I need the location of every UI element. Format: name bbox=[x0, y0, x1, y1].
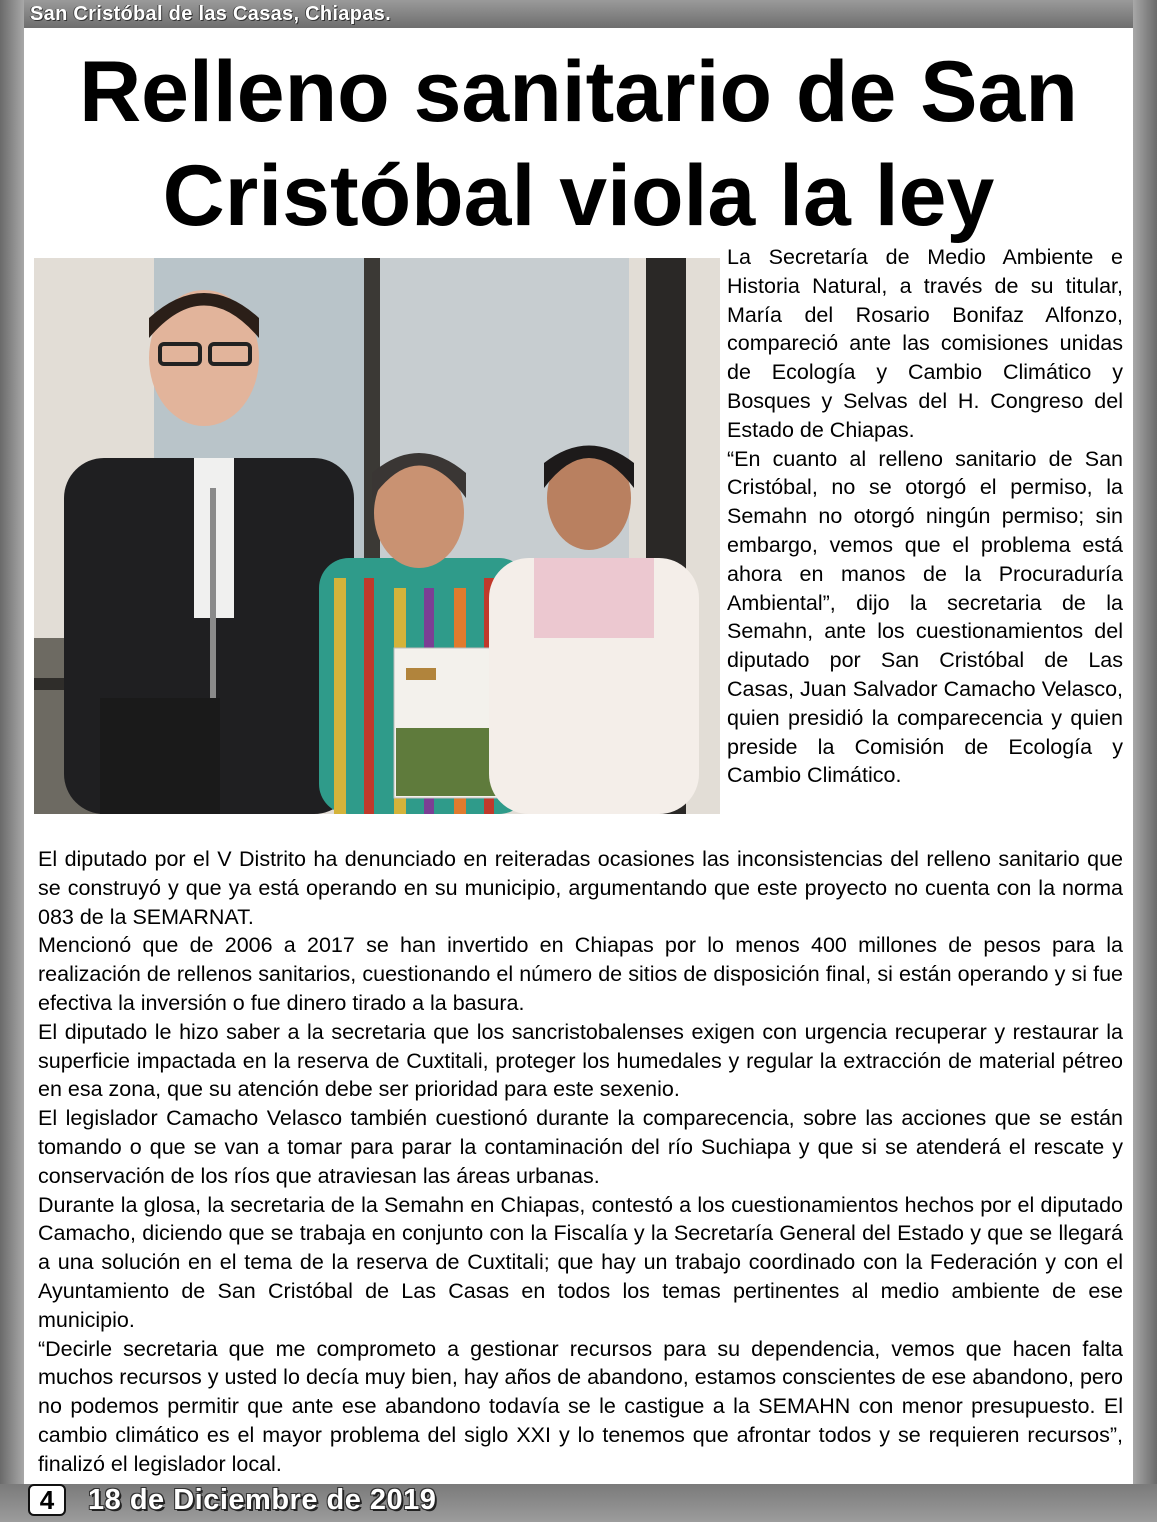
paragraph: “Decirle secretaria que me comprometo a gestionar recursos para su dependencia, vemos que hacen falta muchos recursos y usted lo decía muy bien, hay años de abandono, estamos conscientes de ese abandono, pero no podemos permitir que ante ese abandono todavía se le castigue a la SEMAHN con menor presupuesto. El cambio climático es el mayor problema del siglo XXI y lo tenemos que afrontar todos y se requieren recursos”, finalizó el legislador local. bbox=[38, 1336, 1123, 1476]
paragraph: El diputado le hizo saber a la secretaria que los sancristobalenses exigen con urgencia recuperar y restaurar la superficie impactada en la reserva de Cuxtitali, proteger los humedales y regular la extracción de material pétreo en esa zona, que su atención debe ser prioridad para este sexenio. bbox=[38, 1019, 1123, 1102]
location-kicker: San Cristóbal de las Casas, Chiapas. bbox=[30, 3, 391, 25]
paragraph: El diputado por el V Distrito ha denunciado en reiteradas ocasiones las inconsistencias del relleno sanitario que se construyó y que ya está operando en su municipio, argumentando que este proyecto no cuenta con la norma 083 de la SEMARNAT. bbox=[38, 847, 1123, 929]
article-photo bbox=[34, 258, 720, 814]
headline: Relleno sanitario de San Cristóbal viola la ley bbox=[79, 44, 1078, 244]
page-number: 4 bbox=[28, 1484, 66, 1516]
paragraph: La Secretaría de Medio Ambiente e Historia Natural, a través de su titular, María del Rosario Bonifaz Alfonzo, compareció ante las comisiones unidas de Ecología y Cambio Climático y Bosques y Selvas del H. Congreso del Estado de Chiapas. bbox=[727, 245, 1123, 442]
paragraph: Mencionó que de 2006 a 2017 se han invertido en Chiapas por lo menos 400 millones de pesos para la realización de rellenos sanitarios, cuestionando el número de sitios de disposición final, si están operando y si fue efectiva la inversión o fue dinero tirado a la basura. bbox=[38, 933, 1123, 1015]
paragraph: El legislador Camacho Velasco también cuestionó durante la comparecencia, sobre las acciones que se están tomando o que se van a tomar para parar la contaminación del río Suchiapa y que si se atenderá el rescate y conservación de los ríos que atraviesan las áreas urbanas. bbox=[38, 1106, 1123, 1188]
frame-left bbox=[0, 0, 24, 1522]
frame-right bbox=[1133, 0, 1157, 1522]
paragraph: Durante la glosa, la secretaria de la Semahn en Chiapas, contestó a los cuestionamientos hechos por el diputado Camacho, diciendo que se trabaja en conjunto con la Fiscalía y la Secretaría General del Estado y que se llegará a una solución en el tema de la reserva de Cuxtitali; que hay un trabajo coordinado con la Federación y con el Ayuntamiento de San Cristóbal de Las Casas en todos los temas pertinentes al medio ambiente de ese municipio. bbox=[38, 1192, 1123, 1332]
article-side-column bbox=[727, 243, 1123, 790]
paragraph: “En cuanto al relleno sanitario de San Cristóbal, no se otorgó el permiso, la Semahn no otorgó ningún permiso; sin embargo, vemos que el problema está ahora en manos de la Procuraduría Ambiental”, dijo la secretaria de la Semahn, ante los cuestionamientos del diputado por San Cristóbal de Las Casas, Juan Salvador Camacho Velasco, quien presidió la comparecencia y quien preside la Comisión de Ecología y Cambio Climático. bbox=[727, 446, 1123, 788]
article-full-column bbox=[38, 845, 1123, 1479]
photo-illustration bbox=[34, 258, 720, 814]
issue-date: 18 de Diciembre de 2019 bbox=[88, 1484, 437, 1516]
